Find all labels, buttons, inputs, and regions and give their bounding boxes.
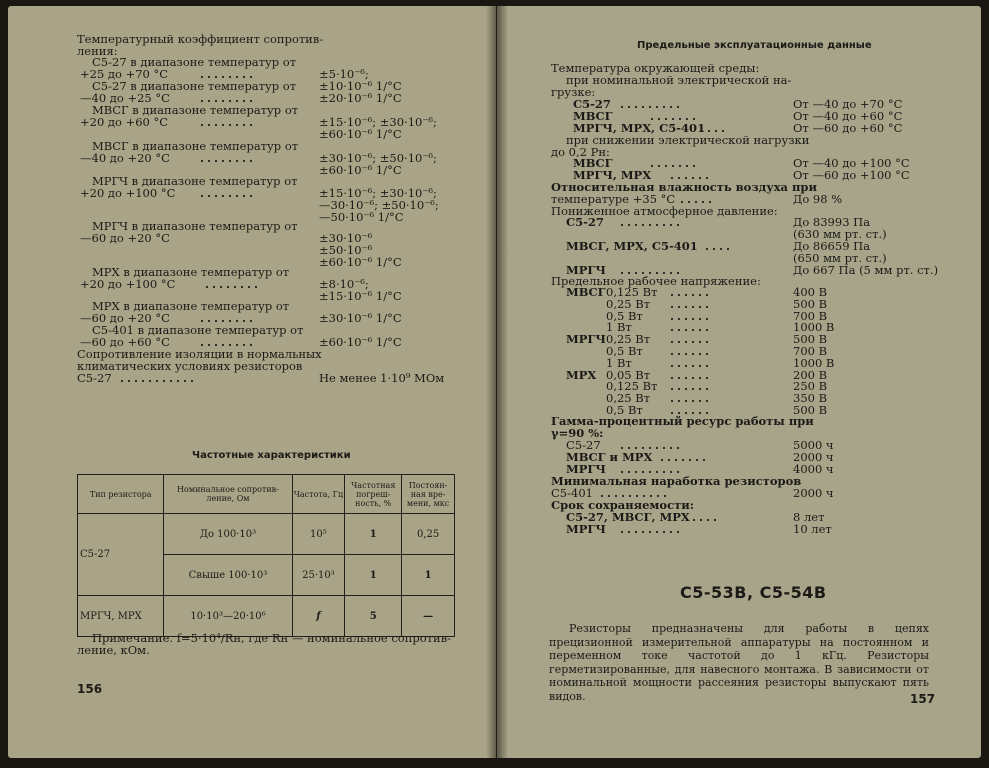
limit-value: От —40 до +60 °C bbox=[793, 109, 903, 123]
tc-row-label: МВСГ в диапазоне температур от bbox=[92, 139, 299, 153]
leader-dots: ......... bbox=[620, 438, 684, 452]
storage-label: С5-27, МВСГ, МРХ bbox=[566, 510, 690, 524]
voltage-value: 1000 В bbox=[793, 320, 835, 335]
leader-dots: ...... bbox=[670, 355, 713, 370]
tc-row-range: —60 до +20 °C bbox=[80, 311, 170, 325]
limit-label: МВСГ bbox=[573, 109, 613, 123]
voltage-value: 500 В bbox=[793, 332, 828, 347]
tc-row-range: —60 до +60 °C bbox=[80, 335, 170, 349]
nominal-load-cont: грузке: bbox=[551, 85, 596, 99]
leader-dots: ........ bbox=[200, 115, 257, 129]
voltage-value: 350 В bbox=[793, 391, 828, 406]
tc-row-value: ±60·10⁻⁶ 1/°C bbox=[319, 163, 402, 177]
reduced-load-cont: до 0,2 Pн: bbox=[551, 145, 610, 159]
pressure-value: До 86659 Па bbox=[793, 239, 871, 253]
section-title: С5-53В, С5-54В bbox=[680, 583, 827, 602]
table-cell: 1 bbox=[402, 555, 455, 596]
storage-value: 8 лет bbox=[793, 510, 825, 524]
leader-dots: ...... bbox=[670, 168, 713, 182]
leader-dots: ........ bbox=[200, 311, 257, 325]
storage-label: МРГЧ bbox=[566, 522, 606, 536]
tc-row-label: МРГЧ в диапазоне температур от bbox=[92, 174, 298, 188]
insulation-resistor: С5-27 bbox=[77, 371, 112, 385]
leader-dots: ...... bbox=[670, 285, 713, 299]
voltage-power: 0,25 Вт bbox=[606, 296, 651, 311]
tc-row-value: ±60·10⁻⁶ 1/°C bbox=[319, 127, 402, 141]
tc-row-value: ±20·10⁻⁶ 1/°C bbox=[319, 91, 402, 105]
table-cell: 1 bbox=[345, 514, 402, 555]
storage-heading: Срок сохраняемости: bbox=[551, 498, 694, 512]
gamma-value: 4000 ч bbox=[793, 462, 834, 476]
leader-dots: ..... bbox=[685, 510, 721, 524]
tc-row-value: ±30·10⁻⁶ 1/°C bbox=[319, 311, 402, 325]
reduced-load: при снижении электрической нагрузки bbox=[566, 133, 810, 147]
table-cell: f bbox=[292, 596, 345, 637]
leader-dots: ........ bbox=[205, 277, 262, 291]
pressure-value-mm: (630 мм рт. ст.) bbox=[793, 227, 887, 241]
description-paragraph: Резисторы предназначены для работы в цепях прецизионной измерительной аппаратуры на постоянном и переменном токе частотой до 1 кГц. Резисторы герметизированные, для навесного монтажа. В зависимости от номинальной мощности рассеяния резисторы выпускают пять видов. bbox=[549, 622, 929, 703]
table-cell: Свыше 100·10³ bbox=[164, 555, 292, 596]
limit-value: От —40 до +100 °C bbox=[793, 156, 910, 170]
table-cell: 25·10³ bbox=[292, 555, 345, 596]
tc-row-range: +20 до +60 °C bbox=[80, 115, 169, 129]
voltage-power: 0,25 Вт bbox=[606, 391, 651, 406]
gamma-label: МВСГ и МРХ bbox=[566, 450, 653, 464]
leader-dots: ...... bbox=[670, 320, 713, 335]
leader-dots: ........ bbox=[200, 335, 257, 349]
gamma-heading-cont: γ=90 %: bbox=[551, 426, 604, 440]
min-operating-heading: Минимальная наработка резисторов bbox=[551, 474, 802, 488]
voltage-power: 0,5 Вт bbox=[606, 308, 643, 323]
tc-row-value: ±15·10⁻⁶; ±30·10⁻⁶; bbox=[319, 115, 437, 129]
insulation-value: Не менее 1·10⁹ МОм bbox=[319, 371, 445, 385]
humidity-value: До 98 % bbox=[793, 192, 843, 206]
tc-row-value: ±15·10⁻⁶; ±30·10⁻⁶; bbox=[319, 186, 437, 200]
page-number-left: 156 bbox=[77, 682, 103, 696]
leader-dots: ....... bbox=[660, 450, 710, 464]
table-cell: 0,25 bbox=[402, 514, 455, 555]
env-temp-heading: Температура окружающей среды: bbox=[551, 61, 760, 75]
tc-row-label: МВСГ в диапазоне температур от bbox=[92, 103, 299, 117]
header-error: Частотная погреш-ность, % bbox=[345, 475, 402, 514]
voltage-power: 0,125 Вт bbox=[606, 379, 658, 394]
leader-dots: ...... bbox=[670, 296, 713, 311]
voltage-type: МРГЧ bbox=[566, 332, 606, 347]
gamma-label: С5-27 bbox=[566, 438, 601, 452]
storage-value: 10 лет bbox=[793, 522, 832, 536]
leader-dots: ...... bbox=[670, 344, 713, 358]
limits-title: Предельные эксплуатационные данные bbox=[637, 40, 872, 51]
freq-table-title: Частотные характеристики bbox=[192, 450, 351, 461]
book-gutter bbox=[486, 6, 508, 758]
voltage-value: 400 В bbox=[793, 285, 828, 299]
table-note: Примечание. f=5·10⁴/Rн, где Rн — номинальное сопротив- bbox=[92, 631, 452, 645]
leader-dots: ...... bbox=[670, 332, 713, 347]
header-frequency: Частота, Гц bbox=[292, 475, 345, 514]
tc-row-value: ±5·10⁻⁶; bbox=[319, 67, 369, 81]
leader-dots: ......... bbox=[620, 522, 684, 536]
pressure-label: МРГЧ bbox=[566, 263, 606, 277]
voltage-value: 200 В bbox=[793, 367, 828, 382]
voltage-type: МВСГ bbox=[566, 285, 606, 299]
pressure-value-mm: (650 мм рт. ст.) bbox=[793, 251, 887, 265]
tc-row-label: МРГЧ в диапазоне температур от bbox=[92, 219, 298, 233]
min-operating-resistor: С5-401 bbox=[551, 486, 593, 500]
voltage-power: 0,5 Вт bbox=[606, 403, 643, 417]
insulation-text: Сопротивление изоляции в нормальных bbox=[77, 347, 322, 361]
leader-dots: ........ bbox=[200, 67, 257, 81]
tc-row-value: ±10·10⁻⁶ 1/°C bbox=[319, 79, 402, 93]
insulation-text-cont: климатических условиях резисторов bbox=[77, 359, 303, 373]
tc-row-value: ±30·10⁻⁶ bbox=[319, 231, 373, 245]
tc-row-range: —60 до +20 °C bbox=[80, 231, 170, 245]
leader-dots: ...... bbox=[670, 403, 713, 417]
leader-dots: ......... bbox=[620, 215, 684, 229]
voltage-heading: Предельное рабочее напряжение: bbox=[551, 274, 761, 288]
voltage-value: 250 В bbox=[793, 379, 828, 394]
tc-row-label: С5-27 в диапазоне температур от bbox=[92, 79, 297, 93]
table-cell: 5 bbox=[345, 596, 402, 637]
tc-row-value: ±50·10⁻⁶ bbox=[319, 243, 373, 257]
leader-dots: ....... bbox=[650, 156, 700, 170]
tc-row-label: С5-401 в диапазоне температур от bbox=[92, 323, 304, 337]
gamma-heading: Гамма-процентный ресурс работы при bbox=[551, 414, 814, 428]
leader-dots: ......... bbox=[620, 97, 684, 111]
limit-label: МРГЧ, МРХ bbox=[573, 168, 652, 182]
leader-dots: ......... bbox=[620, 462, 684, 476]
leader-dots: ....... bbox=[650, 109, 700, 123]
tc-row-value: ±8·10⁻⁶; bbox=[319, 277, 369, 291]
leader-dots: ...... bbox=[670, 367, 713, 382]
pressure-label: МВСГ, МРХ, С5-401 bbox=[566, 239, 698, 253]
table-cell: — bbox=[402, 596, 455, 637]
table-row bbox=[78, 514, 455, 555]
temp-coef-heading: Температурный коэффициент сопротив- bbox=[77, 32, 324, 46]
limit-value: От —40 до +70 °C bbox=[793, 97, 903, 111]
pressure-value: До 667 Па (5 мм рт. ст.) bbox=[793, 263, 939, 277]
table-cell: До 100·10³ bbox=[164, 514, 292, 555]
gamma-label: МРГЧ bbox=[566, 462, 606, 476]
humidity-label-cont: температуре +35 °C bbox=[551, 192, 676, 206]
pressure-value: До 83993 Па bbox=[793, 215, 871, 229]
leader-dots: ...... bbox=[670, 379, 713, 394]
table-cell: 10⁵ bbox=[292, 514, 345, 555]
tc-row-value: ±60·10⁻⁶ 1/°C bbox=[319, 255, 402, 269]
voltage-value: 1000 В bbox=[793, 355, 835, 370]
tc-row-value: ±15·10⁻⁶ 1/°C bbox=[319, 289, 402, 303]
header-resistance: Номинальное сопротив-ление, Ом bbox=[164, 475, 292, 514]
table-note-cont: ление, кОм. bbox=[77, 643, 150, 657]
group-mrgch-mrh: МРГЧ, МРХ bbox=[78, 596, 164, 637]
pressure-heading: Пониженное атмосферное давление: bbox=[551, 204, 778, 218]
tc-row-range: —40 до +20 °C bbox=[80, 151, 170, 165]
page-number-right: 157 bbox=[910, 692, 936, 706]
leader-dots: ...... bbox=[670, 308, 713, 323]
tc-row-label: МРХ в диапазоне температур от bbox=[92, 265, 290, 279]
voltage-power: 1 Вт bbox=[606, 355, 632, 370]
frequency-table bbox=[77, 474, 455, 637]
voltage-power: 0,25 Вт bbox=[606, 332, 651, 347]
leader-dots: .... bbox=[700, 121, 729, 135]
pressure-label: С5-27 bbox=[566, 215, 604, 229]
header-time-constant: Постоян-ная вре-мени, мкс bbox=[402, 475, 455, 514]
leader-dots: ........ bbox=[200, 91, 257, 105]
tc-row-range: +20 до +100 °C bbox=[80, 186, 176, 200]
tc-row-value: ±30·10⁻⁶; ±50·10⁻⁶; bbox=[319, 151, 437, 165]
gamma-value: 2000 ч bbox=[793, 450, 834, 464]
tc-row-value: —50·10⁻⁶ 1/°C bbox=[319, 210, 404, 224]
leader-dots: ...... bbox=[670, 391, 713, 406]
voltage-power: 0,5 Вт bbox=[606, 344, 643, 358]
table-cell: 1 bbox=[345, 555, 402, 596]
group-c527: С5-27 bbox=[78, 514, 164, 596]
table-cell: 10·10³—20·10⁶ bbox=[164, 596, 292, 637]
limit-label: МВСГ bbox=[573, 156, 613, 170]
leader-dots: .... bbox=[705, 239, 734, 253]
voltage-power: 1 Вт bbox=[606, 320, 632, 335]
gamma-value: 5000 ч bbox=[793, 438, 834, 452]
tc-row-value: ±60·10⁻⁶ 1/°C bbox=[319, 335, 402, 349]
voltage-type: МРХ bbox=[566, 367, 597, 382]
voltage-value: 500 В bbox=[793, 403, 828, 417]
leader-dots: ........ bbox=[200, 186, 257, 200]
limit-label: МРГЧ, МРХ, С5-401 bbox=[573, 121, 706, 135]
voltage-value: 700 В bbox=[793, 344, 828, 358]
table-header-row bbox=[78, 475, 455, 514]
voltage-value: 500 В bbox=[793, 296, 828, 311]
header-type: Тип резистора bbox=[78, 475, 164, 514]
nominal-load: при номинальной электрической на- bbox=[566, 73, 792, 87]
voltage-value: 700 В bbox=[793, 308, 828, 323]
humidity-label: Относительная влажность воздуха при bbox=[551, 180, 817, 194]
tc-row-range: +20 до +100 °C bbox=[80, 277, 176, 291]
tc-row-label: С5-27 в диапазоне температур от bbox=[92, 55, 297, 69]
leader-dots: ......... bbox=[620, 263, 684, 277]
limit-label: С5-27 bbox=[573, 97, 611, 111]
tc-row-value: —30·10⁻⁶; ±50·10⁻⁶; bbox=[319, 198, 439, 212]
tc-row-label: МРХ в диапазоне температур от bbox=[92, 299, 290, 313]
voltage-power: 0,05 Вт bbox=[606, 367, 651, 382]
leader-dots: .......... bbox=[600, 486, 671, 500]
limit-value: От —60 до +60 °C bbox=[793, 121, 903, 135]
leader-dots: ........... bbox=[120, 371, 198, 385]
leader-dots: ..... bbox=[680, 192, 716, 206]
limit-value: От —60 до +100 °C bbox=[793, 168, 910, 182]
min-operating-value: 2000 ч bbox=[793, 486, 834, 500]
voltage-power: 0,125 Вт bbox=[606, 285, 658, 299]
temp-coef-heading-cont: ления: bbox=[77, 44, 118, 58]
tc-row-range: —40 до +25 °C bbox=[80, 91, 170, 105]
leader-dots: ........ bbox=[200, 151, 257, 165]
tc-row-range: +25 до +70 °C bbox=[80, 67, 169, 81]
